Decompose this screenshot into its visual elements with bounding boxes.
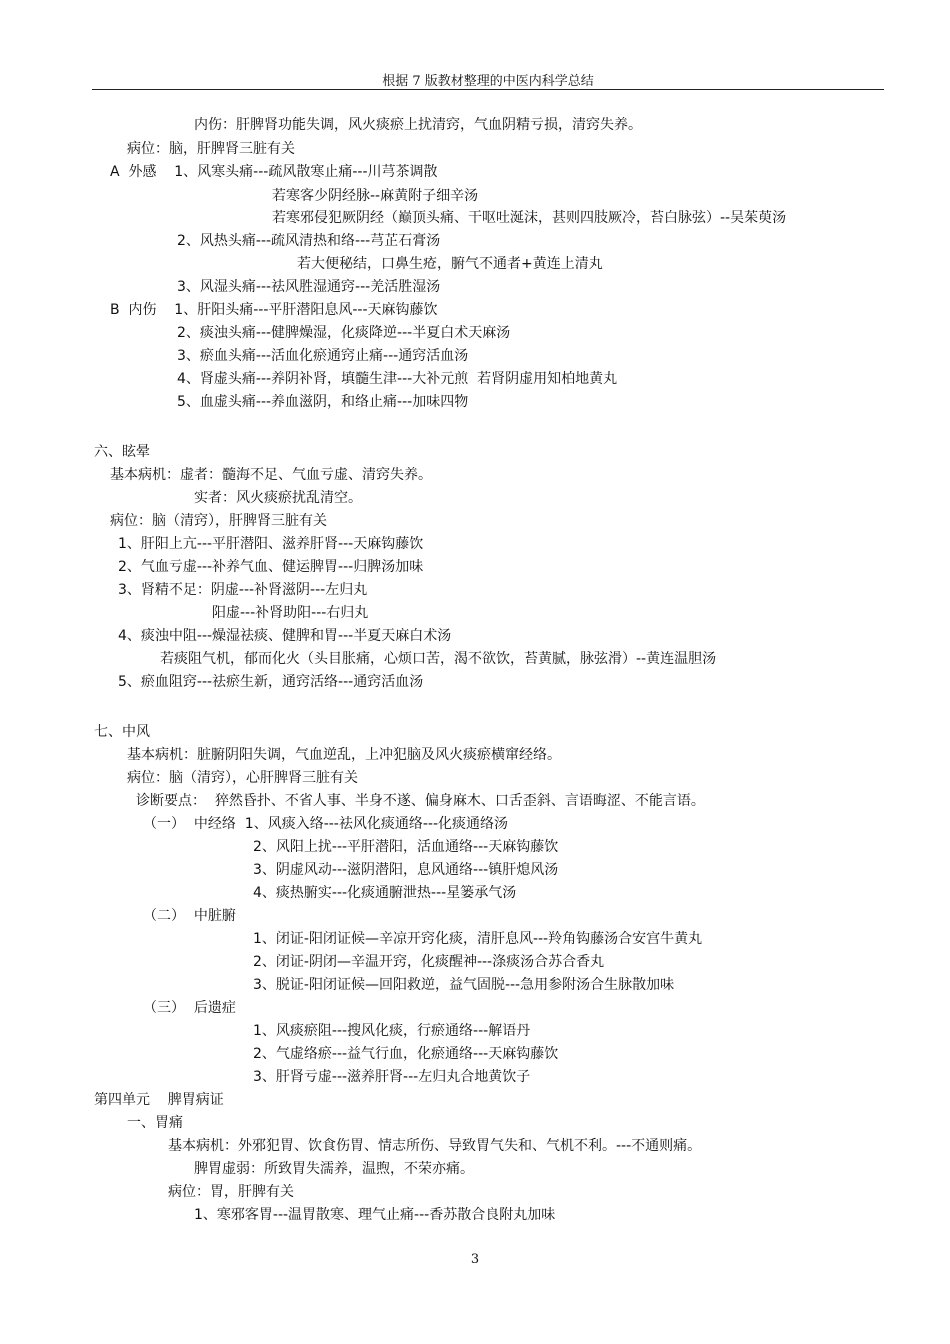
- text-line: 诊断要点： 猝然昏扑、不省人事、半身不遂、偏身麻木、口舌歪斜、言语晦涩、不能言语。: [136, 793, 705, 809]
- unit-heading: 第四单元 脾胃病证: [94, 1092, 224, 1108]
- text-line: 基本病机：脏腑阴阳失调，气血逆乱，上冲犯脑及风火痰瘀横窜经络。: [127, 747, 561, 763]
- text-line: （一） 中经络 1、风痰入络---祛风化痰通络---化痰通络汤: [143, 816, 509, 832]
- section-heading: 六、眩晕: [94, 444, 150, 460]
- text-line: 2、气虚络瘀---益气行血，化瘀通络---天麻钩藤饮: [253, 1046, 559, 1062]
- text-line: 病位：脑（清窍），肝脾肾三脏有关: [110, 513, 327, 529]
- text-line: 5、血虚头痛---养血滋阴，和络止痛---加味四物: [177, 394, 469, 410]
- text-line: 3、阴虚风动---滋阴潜阳，息风通络---镇肝熄风汤: [253, 862, 559, 878]
- text-line: 病位：脑（清窍），心肝脾肾三脏有关: [127, 770, 358, 786]
- text-line: 4、肾虚头痛---养阴补肾，填髓生津---大补元煎 若肾阴虚用知柏地黄丸: [177, 371, 618, 387]
- page-number: 3: [470, 1252, 480, 1267]
- text-line: 内伤：肝脾肾功能失调，风火痰瘀上扰清窍，气血阴精亏损，清窍失养。: [194, 117, 642, 133]
- text-line: 2、痰浊头痛---健脾燥湿，化痰降逆---半夏白术天麻汤: [177, 325, 511, 341]
- text-line: 3、肾精不足：阴虚---补肾滋阴---左归丸: [118, 582, 368, 598]
- text-line: 基本病机：虚者：髓海不足、气血亏虚、清窍失养。: [110, 467, 432, 483]
- text-line: 2、风热头痛---疏风清热和络---芎芷石膏汤: [177, 233, 441, 249]
- text-line: （二） 中脏腑: [143, 908, 236, 924]
- text-line: 阳虚---补肾助阳---右归丸: [212, 605, 369, 621]
- text-line: 若寒客少阴经脉--麻黄附子细辛汤: [272, 188, 479, 204]
- text-line: 1、寒邪客胃---温胃散寒、理气止痛---香苏散合良附丸加味: [194, 1207, 556, 1223]
- text-line: 2、风阳上扰---平肝潜阳，活血通络---天麻钩藤饮: [253, 839, 559, 855]
- text-line: 病位：胃，肝脾有关: [168, 1184, 294, 1200]
- text-line: 基本病机：外邪犯胃、饮食伤胃、情志所伤、导致胃气失和、气机不利。---不通则痛。: [168, 1138, 702, 1154]
- running-header: 根据 7 版教材整理的中医内科学总结: [382, 74, 594, 89]
- text-line: 若寒邪侵犯厥阴经（巅顶头痛、干呕吐涎沫，甚则四肢厥冷，苔白脉弦）--吴茱萸汤: [272, 210, 787, 226]
- text-line: B 内伤 1、肝阳头痛---平肝潜阳息风---天麻钩藤饮: [110, 302, 438, 318]
- header-rule: [92, 89, 884, 90]
- text-line: 2、气血亏虚---补养气血、健运脾胃---归脾汤加味: [118, 559, 424, 575]
- text-line: A 外感 1、风寒头痛---疏风散寒止痛---川芎茶调散: [110, 164, 438, 180]
- text-line: 1、肝阳上亢---平肝潜阳、滋养肝肾---天麻钩藤饮: [118, 536, 424, 552]
- text-line: 1、闭证-阳闭证候—辛凉开窍化痰，清肝息风---羚角钩藤汤合安宫牛黄丸: [253, 931, 703, 947]
- text-line: 4、痰热腑实---化痰通腑泄热---星篓承气汤: [253, 885, 517, 901]
- text-line: 2、闭证-阴闭—辛温开窍，化痰醒神---涤痰汤合苏合香丸: [253, 954, 605, 970]
- text-line: 3、肝肾亏虚---滋养肝肾---左归丸合地黄饮子: [253, 1069, 531, 1085]
- section-heading: 一、胃痛: [127, 1115, 183, 1131]
- text-line: （三） 后遗症: [143, 1000, 236, 1016]
- text-line: 3、脱证-阳闭证候—回阳救逆，益气固脱---急用参附汤合生脉散加味: [253, 977, 675, 993]
- text-line: 1、风痰瘀阻---搜风化痰，行瘀通络---解语丹: [253, 1023, 531, 1039]
- text-line: 5、瘀血阻窍---祛瘀生新，通窍活络---通窍活血汤: [118, 674, 424, 690]
- text-line: 脾胃虚弱：所致胃失濡养，温煦，不荣亦痛。: [194, 1161, 474, 1177]
- text-line: 若大便秘结，口鼻生疮，腑气不通者+黄连上清丸: [297, 256, 603, 272]
- text-line: 若痰阻气机，郁而化火（头目胀痛，心烦口苦，渴不欲饮，苔黄腻，脉弦滑）--黄连温胆汤: [160, 651, 717, 667]
- text-line: 病位：脑，肝脾肾三脏有关: [127, 141, 295, 157]
- section-heading: 七、中风: [94, 724, 150, 740]
- text-line: 4、痰浊中阻---燥湿祛痰、健脾和胃---半夏天麻白术汤: [118, 628, 452, 644]
- text-line: 3、风湿头痛---祛风胜湿通窍---羌活胜湿汤: [177, 279, 441, 295]
- text-line: 3、瘀血头痛---活血化瘀通窍止痛---通窍活血汤: [177, 348, 469, 364]
- text-line: 实者：风火痰瘀扰乱清空。: [194, 490, 362, 506]
